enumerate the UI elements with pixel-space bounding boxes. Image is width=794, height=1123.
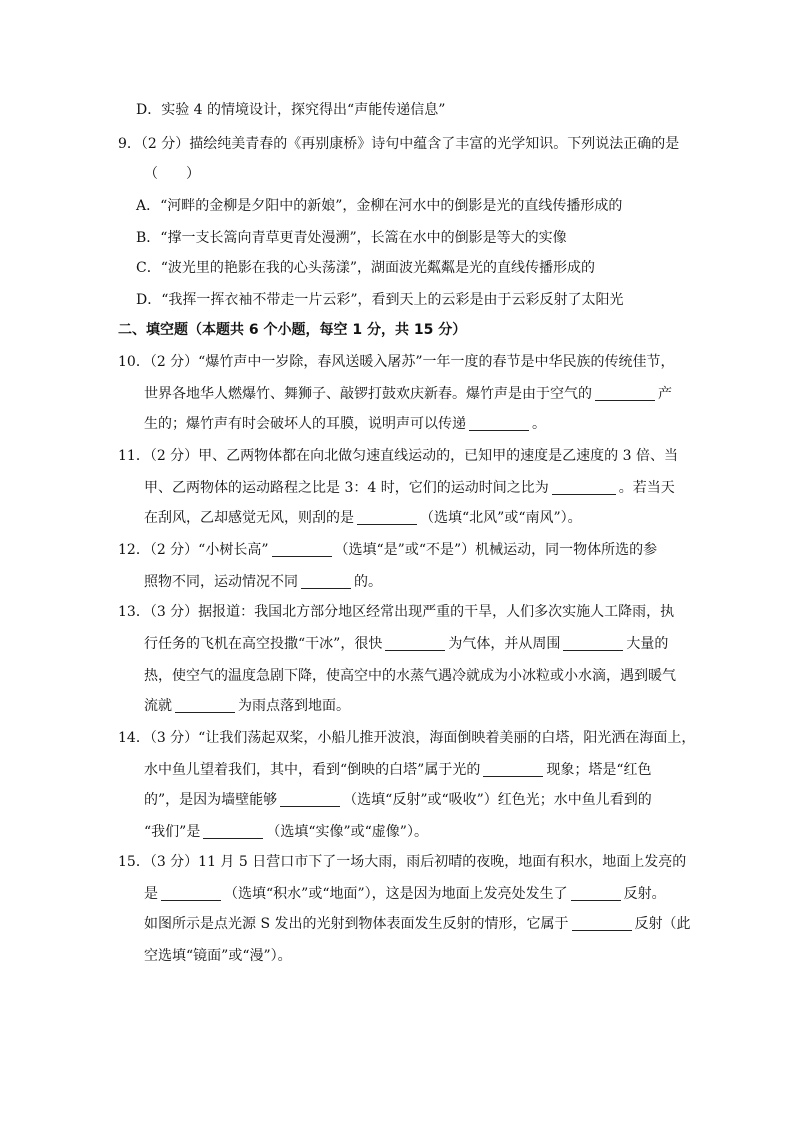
answer-blank[interactable] bbox=[175, 698, 235, 713]
q13-line-3 bbox=[144, 666, 676, 686]
answer-blank[interactable] bbox=[272, 542, 332, 557]
q9-stem-text: 9．（2 分）描绘纯美青春的《再别康桥》诗句中蕴含了丰富的光学知识。下列说法正确的是 bbox=[118, 136, 680, 152]
q14-line-3 bbox=[144, 790, 652, 810]
q10-line-2 bbox=[144, 384, 672, 404]
q11-line-1-text: 11．（2 分）甲、乙两物体都在向北做匀速直线运动的，已知甲的速度是乙速度的 3 倍、当 bbox=[118, 448, 678, 464]
q13-line-4b: 为雨点落到地面。 bbox=[238, 698, 350, 714]
answer-blank[interactable] bbox=[572, 916, 632, 931]
q9-option-d-text: D．“我挥一挥衣袖不带走一片云彩”，看到天上的云彩是由于云彩反射了太阳光 bbox=[136, 292, 624, 308]
q15-line-1 bbox=[118, 852, 686, 872]
q12-line-1b: （选填“是”或“不是”）机械运动，同一物体所选的参 bbox=[334, 542, 658, 558]
q13-line-1-text: 13．（3 分）据报道：我国北方部分地区经常出现严重的干旱，人们多次实施人工降雨，执 bbox=[118, 604, 675, 620]
q15-line-4-text: 空选填“镜面”或“漫”）。 bbox=[144, 948, 292, 964]
q11-line-3 bbox=[144, 508, 582, 528]
q15-line-3b: 反射（此 bbox=[634, 916, 691, 932]
q14-line-4 bbox=[144, 822, 428, 842]
q10-line-3b: 。 bbox=[532, 416, 546, 432]
q13-line-2c: 大量的 bbox=[626, 636, 669, 652]
q10-line-3a: 生的；爆竹声有时会破坏人的耳膜，说明声可以传递 bbox=[144, 416, 466, 432]
q9-option-a-text: A．“河畔的金柳是夕阳中的新娘”，金柳在河水中的倒影是光的直线传播形成的 bbox=[136, 198, 623, 214]
q14-line-4b: （选填“实像”或“虚像”）。 bbox=[266, 824, 428, 840]
q12-line-1a: 12．（2 分）“小树长高” bbox=[118, 542, 269, 558]
q13-line-2a: 行任务的飞机在高空投撒“干冰”，很快 bbox=[144, 636, 383, 652]
q15-line-2b: （选填“积水”或“地面”），这是因为地面上发亮处发生了 bbox=[224, 886, 568, 902]
answer-blank[interactable] bbox=[571, 886, 621, 901]
q10-line-1-text: 10．（2 分）“爆竹声中一岁除，春风送暖入屠苏”一年一度的春节是中华民族的传统佳节， bbox=[118, 354, 675, 370]
q12-line-2b: 的。 bbox=[354, 574, 382, 590]
answer-blank[interactable] bbox=[595, 386, 655, 401]
q15-line-2c: 反射。 bbox=[623, 886, 666, 902]
answer-blank[interactable] bbox=[552, 480, 616, 495]
q9-option-b bbox=[136, 228, 567, 248]
q14-line-2a: 水中鱼儿望着我们，其中，看到“倒映的白塔”属于光的 bbox=[144, 762, 481, 778]
q13-line-4a: 流就 bbox=[144, 698, 172, 714]
q13-line-3-text: 热，使空气的温度急剧下降，使高空中的水蒸气遇冷就成为小冰粒或小水滴，遇到暖气 bbox=[144, 668, 676, 684]
q12-line-2 bbox=[144, 572, 382, 592]
q9-option-c bbox=[136, 258, 595, 278]
answer-blank[interactable] bbox=[357, 510, 417, 525]
q11-line-3b: （选填“北风”或“南风”）。 bbox=[420, 510, 582, 526]
q13-line-1 bbox=[118, 602, 674, 622]
section-heading-text: 二、填空题（本题共 6 个小题，每空 1 分，共 15 分） bbox=[118, 322, 467, 338]
q14-line-3a: 的”，是因为墙壁能够 bbox=[144, 792, 278, 808]
q11-line-2a: 甲、乙两物体的运动路程之比是 3：4 时，它们的运动时间之比为 bbox=[144, 480, 549, 496]
answer-blank[interactable] bbox=[161, 886, 221, 901]
answer-blank[interactable] bbox=[301, 574, 351, 589]
answer-blank[interactable] bbox=[563, 636, 623, 651]
answer-blank[interactable] bbox=[203, 824, 263, 839]
q15-line-4 bbox=[144, 946, 292, 966]
q11-line-2b: 。若当天 bbox=[618, 480, 675, 496]
q14-line-4a: “我们”是 bbox=[144, 824, 201, 840]
q11-line-3a: 在刮风，乙却感觉无风，则刮的是 bbox=[144, 510, 354, 526]
answer-blank[interactable] bbox=[469, 416, 529, 431]
q10-line-2a: 世界各地华人燃爆竹、舞狮子、敲锣打鼓欢庆新春。爆竹声是由于空气的 bbox=[144, 386, 592, 402]
q9-paren bbox=[144, 164, 200, 184]
answer-blank[interactable] bbox=[385, 636, 445, 651]
q10-line-2b: 产 bbox=[658, 386, 672, 402]
q10-line-3 bbox=[144, 414, 546, 434]
q14-line-2b: 现象；塔是“红色 bbox=[546, 762, 652, 778]
q9-paren-text: （ ） bbox=[144, 166, 200, 182]
q14-line-3b: （选填“反射”或“吸收”）红色光；水中鱼儿看到的 bbox=[343, 792, 652, 808]
q11-line-2 bbox=[144, 478, 675, 498]
q9-option-d bbox=[136, 290, 624, 310]
q13-line-2b: 为气体，并从周围 bbox=[448, 636, 561, 652]
section-heading bbox=[118, 320, 466, 340]
q13-line-4 bbox=[144, 696, 350, 716]
q15-line-2a: 是 bbox=[144, 886, 158, 902]
q15-line-1-text: 15．（3 分）11 月 5 日营口市下了一场大雨，雨后初晴的夜晚，地面有积水，地面上发亮的 bbox=[118, 854, 687, 870]
answer-blank[interactable] bbox=[483, 762, 543, 777]
q11-line-1 bbox=[118, 446, 678, 466]
q9-option-a bbox=[136, 196, 622, 216]
q8-option-d-text: D．实验 4 的情境设计，探究得出“声能传递信息” bbox=[136, 102, 446, 118]
q9-option-c-text: C．“波光里的艳影在我的心头荡漾”，湖面波光粼粼是光的直线传播形成的 bbox=[136, 260, 596, 276]
q14-line-1-text: 14．（3 分）“让我们荡起双桨，小船儿推开波浪，海面倒映着美丽的白塔，阳光洒在海面上， bbox=[118, 730, 696, 746]
q14-line-1 bbox=[118, 728, 695, 748]
q13-line-2 bbox=[144, 634, 668, 654]
q12-line-1 bbox=[118, 540, 657, 560]
q12-line-2a: 照物不同，运动情况不同 bbox=[144, 574, 298, 590]
q14-line-2 bbox=[144, 760, 652, 780]
q15-line-3 bbox=[144, 914, 691, 934]
q9-option-b-text: B．“撑一支长篙向青草更青处漫溯”，长篙在水中的倒影是等大的实像 bbox=[136, 230, 567, 246]
q15-line-3a: 如图所示是点光源 S 发出的光射到物体表面发生反射的情形，它属于 bbox=[144, 916, 569, 932]
answer-blank[interactable] bbox=[280, 792, 340, 807]
q8-option-d bbox=[136, 100, 445, 120]
q10-line-1 bbox=[118, 352, 674, 372]
q15-line-2 bbox=[144, 884, 666, 904]
q9-stem bbox=[118, 134, 679, 154]
